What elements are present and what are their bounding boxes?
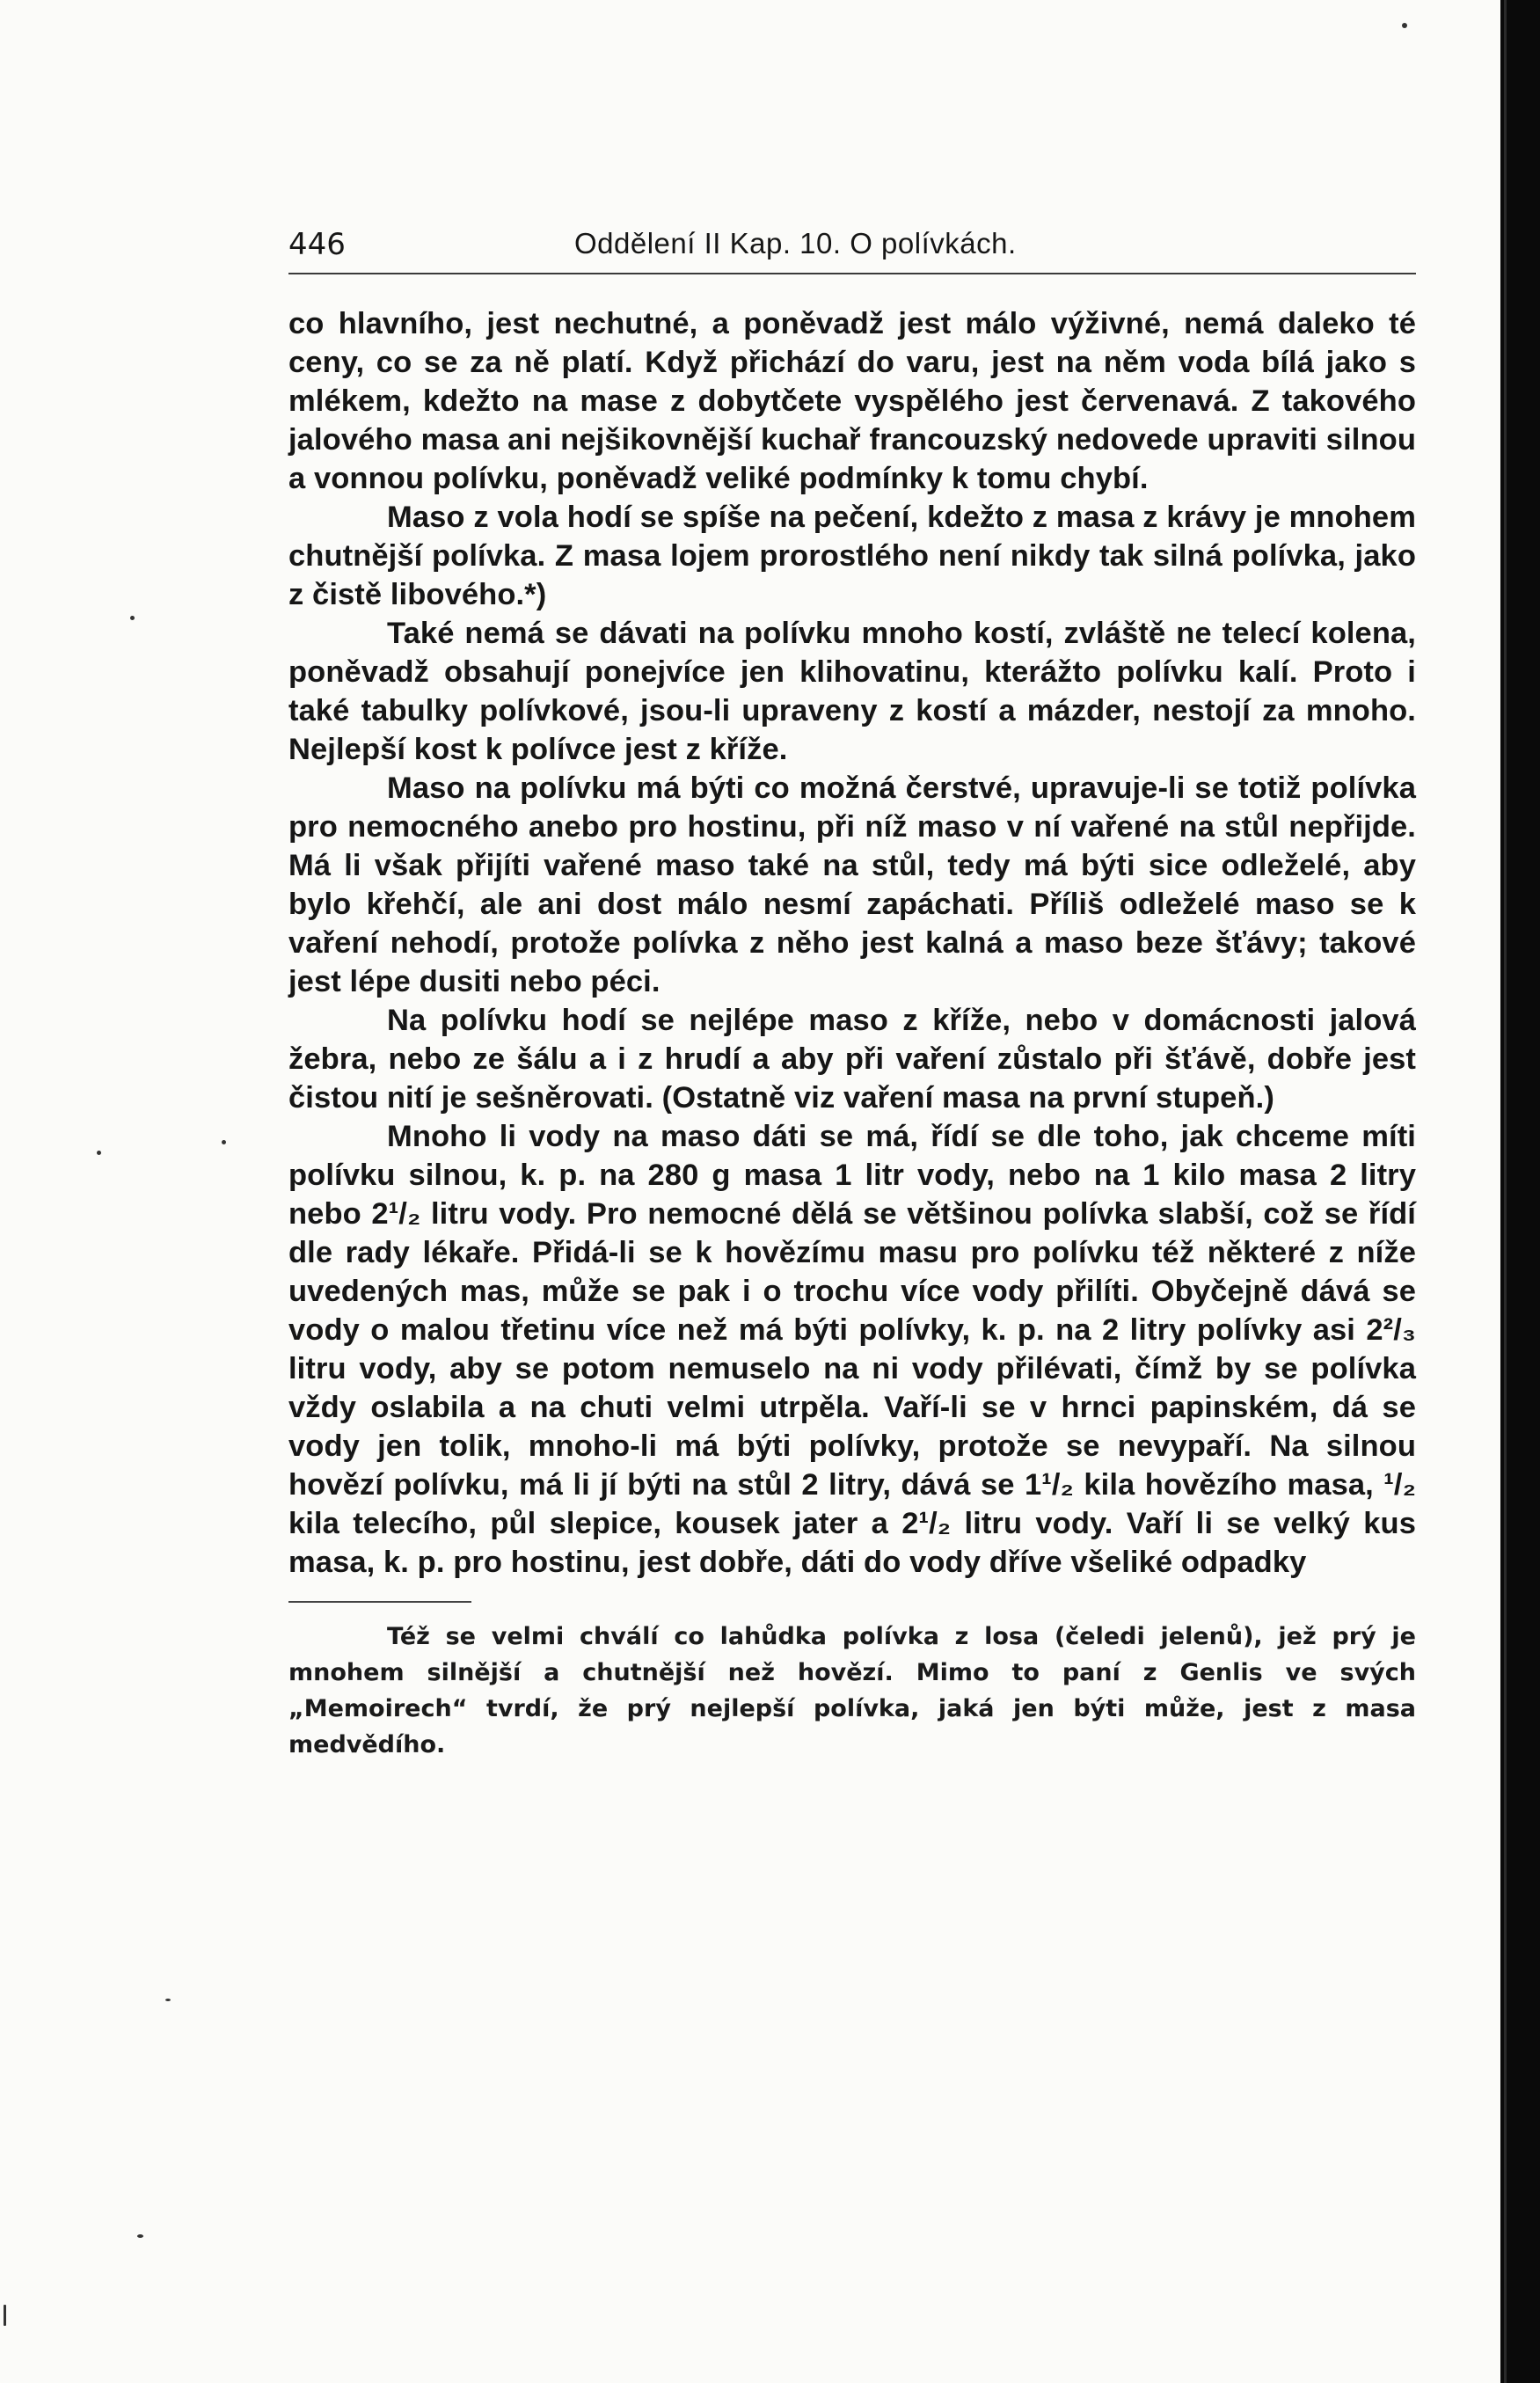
paragraph: co hlavního, jest nechutné, a poněvadž jest málo výživné, nemá daleko té ceny, co se za ně platí. Když přichází do varu, jest na něm voda bílá jako s mlékem, kdežto na mase z dobytčete vyspělého jest červenavá. Z takového jalového masa ani nejšikovnější kuchař francouzský nedovede upraviti silnou a vonnou polívku, poněvadž veliké podmínky k tomu chybí. [288,307,1416,495]
paragraph: Maso z vola hodí se spíše na pečení, kdežto z masa z krávy je mnohem chutnější polívka. Z masa lojem prorostlého není nikdy tak silná polívka, jako z čistě libového.*) [288,501,1416,611]
page-number: 446 [288,227,346,262]
footnote: Též se velmi chválí co lahůdka polívka z losa (čeledi jelenů), jež prý je mnohem silnější a chutnější než hovězí. Mimo to paní z Genlis ve svých „Memoirech“ tvrdí, že prý nejlepší polívka, jaká jen býti může, jest z masa medvědího. [288,1623,1416,1758]
header-rule [288,273,1416,274]
scan-speck [165,1999,171,2001]
scan-speck [130,616,135,620]
scan-speck [137,2234,143,2238]
body-text [288,304,1416,1582]
paragraph: Maso na polívku má býti co možná čerstvé, upravuje-li se totiž polívka pro nemocného anebo pro hostinu, při níž maso v ní vařené na stůl nepřijde. Má li však přijíti vařené maso také na stůl, tedy má býti sice odleželé, aby bylo křehčí, ale ani dost málo nesmí zapáchati. Příliš odleželé maso se k vaření nehodí, protože polívka z něho jest kalná a maso beze šťávy; takové jest lépe dusiti nebo péci. [288,771,1416,998]
running-head [288,227,1416,273]
paragraph: Mnoho li vody na maso dáti se má, řídí se dle toho, jak chceme míti polívku silnou, k. p. na 280 g masa 1 litr vody, nebo na 1 kilo masa 2 litry nebo 2¹/₂ litru vody. Pro nemocné dělá se většinou polívka slabší, což se řídí dle rady lékaře. Přidá-li se k hovězímu masu pro polívku též některé z níže uvedených mas, může se pak i o trochu více vody přilíti. Obyčejně dává se vody o malou třetinu více než má býti polívky, k. p. na 2 litry polívky asi 2²/₃ litru vody, aby se potom nemuselo na ni vody přilévati, čímž by se polívka vždy oslabila a na chuti velmi utrpěla. Vaří-li se v hrnci papinském, dá se vody jen tolik, mnoho-li má býti polívky, protože se nevypaří. Na silnou hovězí polívku, má li jí býti na stůl 2 litry, dává se 1¹/₂ kila hovězího masa, ¹/₂ kila telecího, půl slepice, kousek jater a 2¹/₂ litru vody. Vaří li se velký kus masa, k. p. pro hostinu, jest dobře, dáti do vody dříve všeliké odpadky [288,1120,1416,1579]
chapter-title: Oddělení II Kap. 10. O polívkách. [574,227,1017,259]
scan-speck [4,2305,6,2326]
page-content [288,227,1416,1763]
scan-speck [97,1151,101,1155]
binding-gutter-line [1504,0,1507,2383]
scan-speck [1402,23,1407,28]
scan-speck [222,1140,226,1144]
paragraph: Na polívku hodí se nejlépe maso z kříže, nebo v domácnosti jalová žebra, nebo ze šálu a i z hrudí a aby při vaření zůstalo při šťávě, dobře jest čistou nití je sešněrovati. (Ostatně viz vaření masa na první stupeň.) [288,1004,1416,1115]
footnote-rule [288,1601,471,1603]
paragraph: Také nemá se dávati na polívku mnoho kostí, zvláště ne telecí kolena, poněvadž obsahují ponejvíce jen klihovatinu, kterážto polívku kalí. Proto i také tabulky polívkové, jsou-li upraveny z kostí a mázder, nestojí za mnoho. Nejlepší kost k polívce jest z kříže. [288,617,1416,766]
